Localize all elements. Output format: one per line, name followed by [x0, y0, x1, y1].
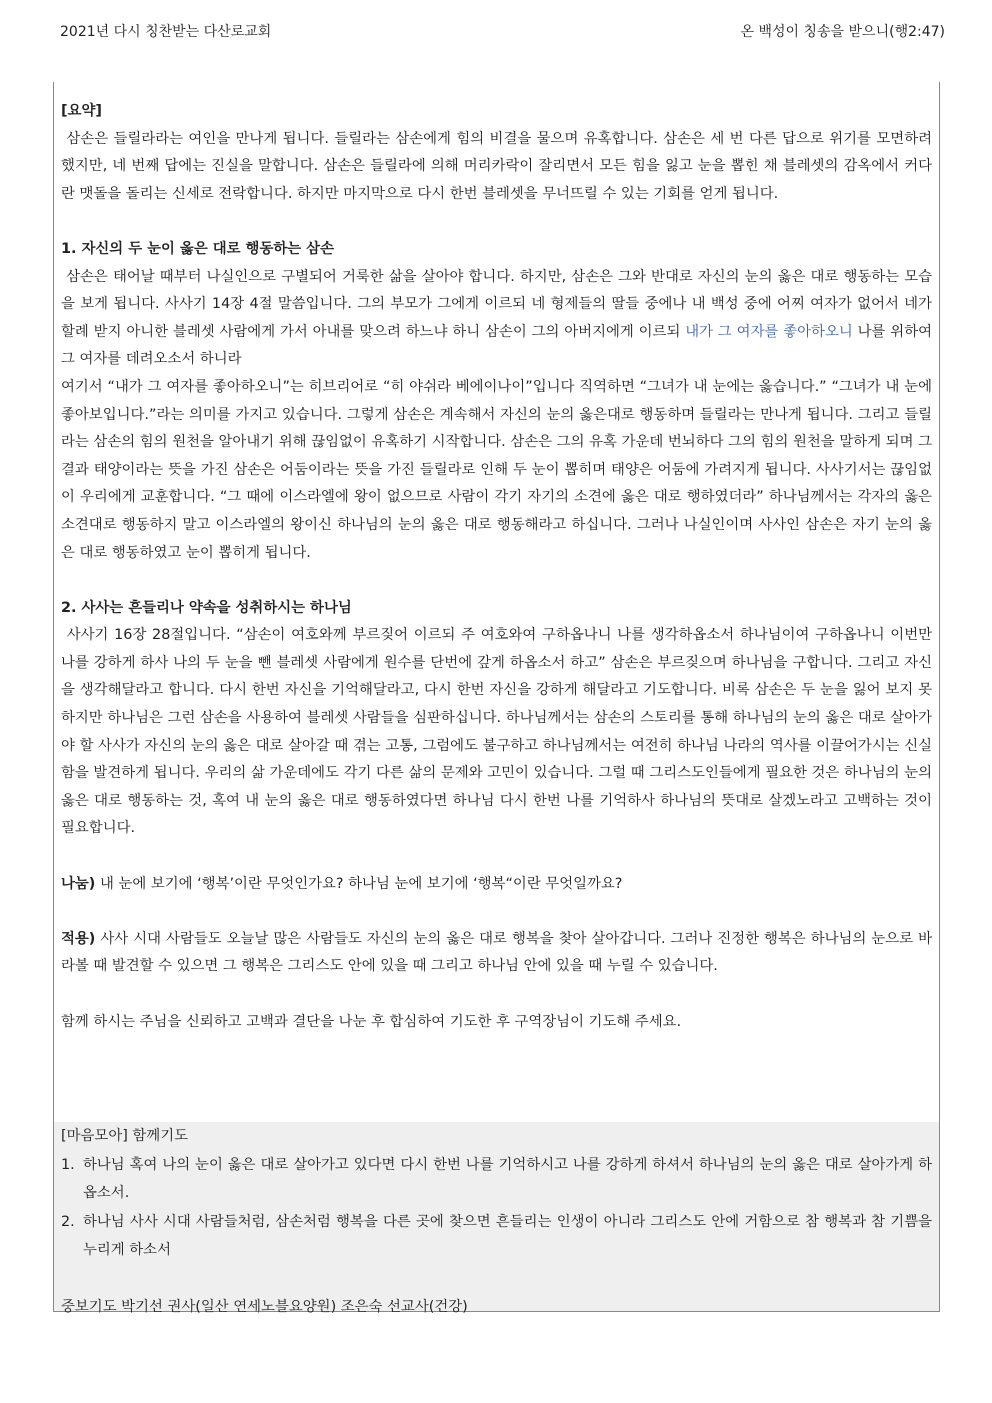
sermon-box: [53, 82, 940, 1315]
prayer-item-1-text: 하나님 혹여 나의 눈이 옳은 대로 살아가고 있다면 다시 한번 나를 기억하시고 나를 강하게 하셔서 하나님의 눈의 옳은 대로 살아가게 하옵소서.: [83, 1156, 932, 1201]
section1-heading: 1. 자신의 두 눈이 옳은 대로 행동하는 삼손: [61, 240, 334, 257]
section1-highlight: 내가 그 여자를 좋아하오니: [685, 323, 853, 340]
closing-instruction: 함께 하시는 주님을 신뢰하고 고백과 결단을 나눈 후 합심하여 기도한 후 구역장님이 기도해 주세요.: [61, 1013, 682, 1030]
summary-body: 삼손은 들릴라라는 여인을 만나게 됩니다. 들릴라는 삼손에게 힘의 비결을 물으며 유혹합니다. 삼손은 세 번 다른 답으로 위기를 모면하려 했지만, 네 번째 답에는 진실을 말합니다. 삼손은 들릴라에 의해 머리카락이 잘리면서 모든 힘을 잃고 눈을 뽑힌 채 블레셋의 감옥에서 커다란 맷돌을 돌리는 신세로 전락합니다. 하지만 마지막으로 다시 한번 블레셋을 무너뜨릴 수 있는 기회를 얻게 됩니다.: [61, 130, 932, 202]
share-question: [61, 871, 932, 899]
section2-heading: 2. 사사는 흔들리나 약속을 성취하시는 하나님: [61, 599, 352, 616]
prayer-item-1-num: 1.: [61, 1156, 75, 1173]
section1-text-before: 삼손은 태어날 때부터 나실인으로 구별되어 거룩한 삶을 살아야 합니다. 하지만, 삼손은 그와 반대로 자신의 눈의 옳은 대로 행동하는 모습을 보게 됩니다. 사사기 14장 4절 말씀입니다. 그의 부모가 그에게 이르되 네 형제들의 딸들 중에나 내 백성 중에 어찌 여자가 없어서 네가 할례 받지 아니한 블레셋 사람에게 가서 아내를 맞으려 하느냐 하니 삼손이 그의 아버지에게 이르되: [61, 268, 932, 340]
prayer-item-2-text: 하나님 사사 시대 사람들처럼, 삼손처럼 행복을 다른 곳에 찾으면 흔들리는 인생이 아니라 그리스도 안에 거함으로 참 행복과 참 기쁨을 누리게 하소서: [83, 1213, 932, 1258]
header-theme-verse: 온 백성이 칭송을 받으니(행2:47): [740, 24, 945, 40]
share-label: 나눔): [61, 875, 96, 892]
summary-heading: [요약]: [61, 103, 102, 119]
section2-body: 사사기 16장 28절입니다. “삼손이 여호와께 부르짖어 이르되 주 여호와여 구하옵나니 나를 생각하옵소서 하나님이여 구하옵나니 이번만 나를 강하게 하사 나의 두 눈을 뺀 블레셋 사람에게 원수를 단번에 갚게 하옵소서 하고” 삼손은 부르짖으며 하나님을 구합니다. 그리고 자신을 생각해달라고 합니다. 다시 한번 자신을 기억해달라고, 다시 한번 자신을 강하게 해달라고 기도합니다. 비록 삼손은 두 눈을 잃어 보지 못 하지만 하나님은 그런 삼손을 사용하여 블레셋 사람들을 심판하십니다. 하나님께서는 삼손의 스토리를 통해 하나님의 눈의 옳은 대로 살아가야 할 사사가 자신의 눈의 옳은 대로 살아갈 때 겪는 고통, 그럼에도 불구하고 하나님께서는 여전히 하나님 나라의 역사를 이끌어가시는 신실함을 발견하게 됩니다. 우리의 삶 가운데에도 각기 다른 삶의 문제와 고민이 있습니다. 그럴 때 그리스도인들에게 필요한 것은 하나님의 눈의 옳은 대로 행동하는 것, 혹여 내 눈의 옳은 대로 행동하였다면 하나님 다시 한번 나를 기억하사 하나님의 뜻대로 살겠노라고 고백하는 것이 필요합니다.: [61, 627, 932, 837]
prayer-item-2-num: 2.: [61, 1213, 75, 1230]
section1-paragraph-2: 여기서 “내가 그 여자를 좋아하오니”는 히브리어로 “히 야쉬라 베에이나이”입니다 직역하면 “그녀가 내 눈에는 옳습니다.” “그녀가 내 눈에 좋아보입니다.”라는 의미를 가지고 있습니다. 그렇게 삼손은 계속해서 자신의 눈의 옳은대로 행동하며 들릴라는 만나게 됩니다. 그리고 들릴라는 삼손의 힘의 원천을 알아내기 위해 끊임없이 유혹하기 시작합니다. 삼손은 그의 유혹 가운데 번뇌하다 그의 힘의 원천을 말하게 되며 그 결과 태양이라는 뜻을 가진 삼손은 어둠이라는 뜻을 가진 들릴라로 인해 두 눈이 뽑히며 태양은 어둠에 가려지게 됩니다. 사사기서는 끊임없이 우리에게 교훈합니다. “그 때에 이스라엘에 왕이 없으므로 사람이 각기 자기의 소견에 옳은 대로 행하였더라” 하나님께서는 각자의 옳은 소견대로 행동하지 말고 이스라엘의 왕이신 하나님의 눈의 옳은 대로 행동해라고 하십니다. 그러나 나실인이며 사사인 삼손은 자기 눈의 옳은 대로 행동하였고 눈이 뽑히게 됩니다.: [61, 378, 932, 561]
section2-paragraph: [61, 622, 932, 843]
intercession-line: 중보기도 박기선 권사(일산 연세노블요양원) 조은숙 선교사(건강): [61, 1299, 468, 1315]
prayer-heading: [마음모아] 함께기도: [61, 1128, 189, 1144]
section1-paragraph-1: [61, 264, 932, 374]
summary-text: [61, 126, 932, 209]
header-church-title: 2021년 다시 칭찬받는 다산로교회: [60, 24, 272, 40]
share-text: 내 눈에 보기에 ‘행복’이란 무엇인가요? 하나님 눈에 보기에 ‘행복“이란 무엇일까요?: [95, 875, 623, 892]
sermon-content: [61, 98, 932, 1036]
prayer-item-1: [61, 1151, 932, 1208]
apply-paragraph: [61, 926, 932, 981]
prayer-item-2: [61, 1208, 932, 1265]
apply-label: 적용): [61, 930, 96, 947]
prayer-section: [54, 1122, 939, 1315]
page-header: [60, 20, 945, 44]
apply-text: 사사 시대 사람들도 오늘날 많은 사람들도 자신의 눈의 옳은 대로 행복을 찾아 살아갑니다. 그러나 진정한 행복은 하나님의 눈으로 바라볼 때 발견할 수 있으면 그 행복은 그리스도 안에 있을 때 그리고 하나님 안에 있을 때 누릴 수 있습니다.: [61, 930, 932, 975]
section1-text-after: 나를 위하여 그 여자를 데려오소서 하니라: [61, 323, 933, 368]
